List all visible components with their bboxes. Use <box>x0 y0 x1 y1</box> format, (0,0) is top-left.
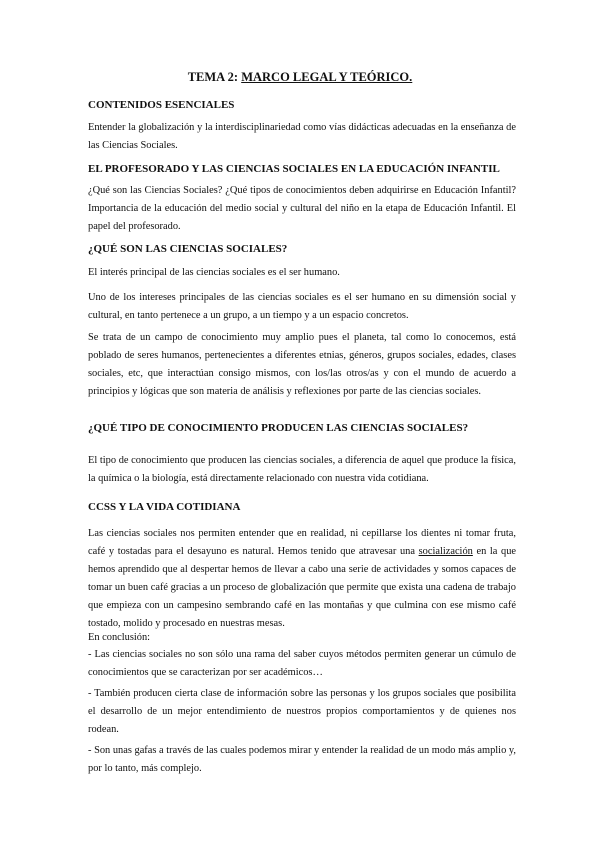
conclusion-label: En conclusión: <box>88 632 151 643</box>
que-son-paragraph-1: El interés principal de las ciencias sociales es el ser humano. <box>88 267 340 278</box>
que-son-heading: ¿QUÉ SON LAS CIENCIAS SOCIALES? <box>88 243 288 255</box>
conclusion-item-1: - Las ciencias sociales no son sólo una rama del saber cuyos métodos permiten generar un cúmulo de conocimientos que se caracterizan por ser académicos… <box>88 649 516 678</box>
profesorado-heading: EL PROFESORADO Y LAS CIENCIAS SOCIALES EN LA EDUCACIÓN INFANTIL <box>88 163 500 175</box>
tipo-heading: ¿QUÉ TIPO DE CONOCIMIENTO PRODUCEN LAS CIENCIAS SOCIALES? <box>88 422 469 434</box>
page-title <box>0 70 600 85</box>
title-underlined: MARCO LEGAL Y TEÓRICO. <box>241 70 413 84</box>
title-prefix: TEMA 2: <box>187 70 242 84</box>
que-son-paragraph-2: Uno de los intereses principales de las ciencias sociales es el ser humano en su dimensión social y cultural, en tanto pertenece a un grupo, a un tiempo y a un espacio concretos. <box>88 292 516 321</box>
contenidos-paragraph: Entender la globalización y la interdisciplinariedad como vías didácticas adecuadas en la enseñanza de las Ciencias Sociales. <box>88 122 516 151</box>
ccss-heading: CCSS Y LA VIDA COTIDIANA <box>88 501 241 513</box>
conclusion-item-2: - También producen cierta clase de información sobre las personas y los grupos sociales que posibilita el desarrollo de un mejor entendimiento de nuestros propios comportamientos y de quienes nos rodean. <box>88 688 516 735</box>
socializacion-link[interactable]: socialización <box>418 546 473 557</box>
ccss-text-after: en la que hemos aprendido que al despertar hemos de llevar a cabo una serie de actividades y somos capaces de tomar un buen café gracias a un proceso de globalización que permite que exista una cadena de trabajo que empieza con un campesino sembrando café en las montañas y que culmina con ese mismo café tostado, molido y procesado en nuestras mesas. <box>88 546 516 629</box>
conclusion-item-3: - Son unas gafas a través de las cuales podemos mirar y entender la realidad de un modo más amplio y, por lo tanto, más complejo. <box>88 745 516 774</box>
contenidos-heading: CONTENIDOS ESENCIALES <box>88 99 235 111</box>
ccss-text-before: Las ciencias sociales nos permiten entender que en realidad, ni cepillarse los dientes ni tomar fruta, café y tostadas para el desayuno es natural. Hemos tenido que atravesar una <box>88 528 516 557</box>
tipo-paragraph: El tipo de conocimiento que producen las ciencias sociales, a diferencia de aquel que produce la física, la química o la biología, está directamente relacionado con nuestra vida cotidiana. <box>88 455 516 484</box>
que-son-paragraph-3: Se trata de un campo de conocimiento muy amplio pues el planeta, tal como lo conocemos, está poblado de seres humanos, pertenecientes a diferentes etnias, géneros, grupos sociales, edades, clases sociales, etc, que interactúan consigo mismos, con los/las otros/as y con el mundo de acuerdo a principios y lógicas que son materia de análisis y reflexiones por parte de las ciencias sociales. <box>88 332 516 397</box>
profesorado-paragraph: ¿Qué son las Ciencias Sociales? ¿Qué tipos de conocimientos deben adquirirse en Educación Infantil? Importancia de la educación del medio social y cultural del niño en la etapa de Educación Infantil. El papel del profesorado. <box>88 185 516 232</box>
ccss-paragraph <box>88 525 516 633</box>
